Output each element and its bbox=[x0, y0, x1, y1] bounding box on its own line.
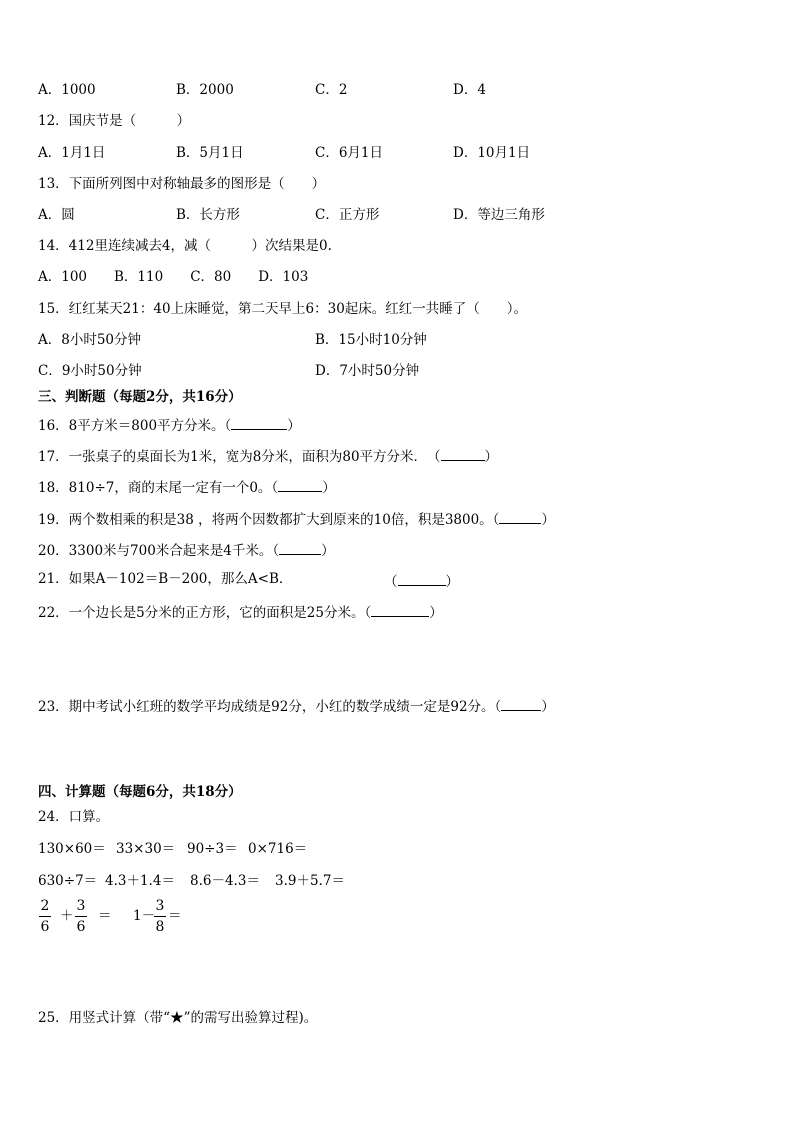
equals-sign: ＝ bbox=[168, 908, 182, 924]
q11-option-a: A．1000 bbox=[38, 82, 96, 98]
fraction-denominator: 8 bbox=[155, 919, 165, 935]
plus-sign: ＋ bbox=[60, 908, 74, 924]
answer-blank[interactable] bbox=[441, 448, 485, 461]
fraction-denominator: 6 bbox=[76, 919, 86, 935]
q15-stem: 15．红红某天21：40上床睡觉，第二天早上6：30起床。红红一共睡了（ ）。 bbox=[38, 301, 528, 317]
q12-stem: 12．国庆节是（ ） bbox=[38, 113, 191, 129]
answer-blank[interactable] bbox=[279, 542, 321, 555]
answer-blank[interactable] bbox=[398, 573, 446, 586]
section-4-title: 四、计算题（每题6分，共18分） bbox=[38, 784, 242, 800]
q15-option-c: C．9小时50分钟 bbox=[38, 363, 142, 379]
fraction-numerator: 3 bbox=[155, 898, 165, 914]
q18-line bbox=[38, 479, 336, 496]
q24-row1-item4: 0×716＝ bbox=[248, 841, 308, 857]
q12-option-a: A．1月1日 bbox=[38, 145, 106, 161]
fraction-2-6 bbox=[38, 899, 52, 934]
q11-option-c: C．2 bbox=[315, 82, 348, 98]
answer-blank[interactable] bbox=[278, 479, 322, 492]
answer-blank[interactable] bbox=[499, 511, 541, 524]
q24-row1-item3: 90÷3＝ bbox=[187, 841, 238, 857]
answer-blank[interactable] bbox=[371, 604, 429, 617]
q24-row2-item3: 8.6－4.3＝ bbox=[190, 873, 260, 889]
q19-text: 19．两个数相乘的积是38 ，将两个因数都扩大到原来的10倍，积是3800。（ bbox=[38, 512, 500, 528]
q22-text: 22．一个边长是5分米的正方形，它的面积是25分米。（ bbox=[38, 605, 372, 621]
fraction-numerator: 2 bbox=[40, 898, 50, 914]
q14-options: A．100 B．110 C．80 D．103 bbox=[38, 269, 309, 285]
q19-line bbox=[38, 511, 555, 528]
close-paren: ） bbox=[445, 574, 459, 590]
q24-row2-item2: 4.3＋1.4＝ bbox=[105, 873, 175, 889]
close-paren: ） bbox=[429, 605, 443, 621]
close-paren: ） bbox=[541, 699, 555, 715]
q23-text: 23．期中考试小红班的数学平均成绩是92分，小红的数学成绩一定是92分。（ bbox=[38, 699, 502, 715]
q11-option-d: D．4 bbox=[453, 82, 486, 98]
answer-blank[interactable] bbox=[501, 698, 541, 711]
q24-row2-item1: 630÷7＝ bbox=[38, 873, 98, 889]
q24-row1-item2: 33×30＝ bbox=[116, 841, 176, 857]
q23-line bbox=[38, 698, 555, 715]
one-minus: 1－ bbox=[133, 908, 156, 924]
q13-option-c: C．正方形 bbox=[315, 207, 380, 223]
q13-stem: 13．下面所列图中对称轴最多的图形是（ ） bbox=[38, 176, 326, 192]
q16-line bbox=[38, 417, 301, 434]
q12-option-c: C．6月1日 bbox=[315, 145, 384, 161]
q25-stem: 25．用竖式计算（带“★”的需写出验算过程)。 bbox=[38, 1010, 318, 1026]
q21-stem: 21．如果A－102＝B－200，那么A<B． bbox=[38, 571, 293, 587]
q24-row1-item1: 130×60＝ bbox=[38, 841, 106, 857]
close-paren: ） bbox=[541, 512, 555, 528]
q15-option-a: A．8小时50分钟 bbox=[38, 332, 142, 348]
fraction-numerator: 3 bbox=[76, 898, 86, 914]
q13-option-b: B．长方形 bbox=[176, 207, 240, 223]
q12-option-d: D．10月1日 bbox=[453, 145, 531, 161]
close-paren: ） bbox=[484, 449, 499, 465]
q12-option-b: B．5月1日 bbox=[176, 145, 244, 161]
fraction-denominator: 6 bbox=[40, 919, 50, 935]
q17-line bbox=[38, 448, 498, 465]
section-3-title: 三、判断题（每题2分，共16分） bbox=[38, 389, 242, 405]
q20-text: 20．3300米与700米合起来是4千米。（ bbox=[38, 543, 280, 559]
close-paren: ） bbox=[287, 418, 301, 434]
fraction-3-6 bbox=[74, 899, 88, 934]
fraction-3-8 bbox=[153, 899, 167, 934]
q15-option-b: B．15小时10分钟 bbox=[315, 332, 427, 348]
equals-sign: ＝ bbox=[98, 908, 112, 924]
q18-text: 18．810÷7，商的末尾一定有一个0。（ bbox=[38, 480, 279, 496]
q15-option-d: D．7小时50分钟 bbox=[315, 363, 420, 379]
q22-line bbox=[38, 604, 443, 621]
q24-row2-item4: 3.9＋5.7＝ bbox=[275, 873, 345, 889]
q11-option-b: B．2000 bbox=[176, 82, 234, 98]
q13-option-d: D．等边三角形 bbox=[453, 207, 545, 223]
answer-blank[interactable] bbox=[231, 417, 287, 430]
q13-option-a: A．圆 bbox=[38, 207, 75, 223]
open-paren: （ bbox=[384, 574, 398, 590]
q24-stem: 24．口算。 bbox=[38, 809, 110, 825]
q16-text: 16．8平方米＝800平方分米。（ bbox=[38, 418, 232, 434]
close-paren: ） bbox=[322, 480, 336, 496]
q14-stem: 14．412里连续减去4，减（ ）次结果是0. bbox=[38, 238, 332, 254]
q21-answer bbox=[384, 573, 459, 590]
q20-line bbox=[38, 542, 335, 559]
close-paren: ） bbox=[321, 543, 335, 559]
q17-text: 17．一张桌子的桌面长为1米，宽为8分米，面积为80平方分米． （ bbox=[38, 449, 441, 465]
